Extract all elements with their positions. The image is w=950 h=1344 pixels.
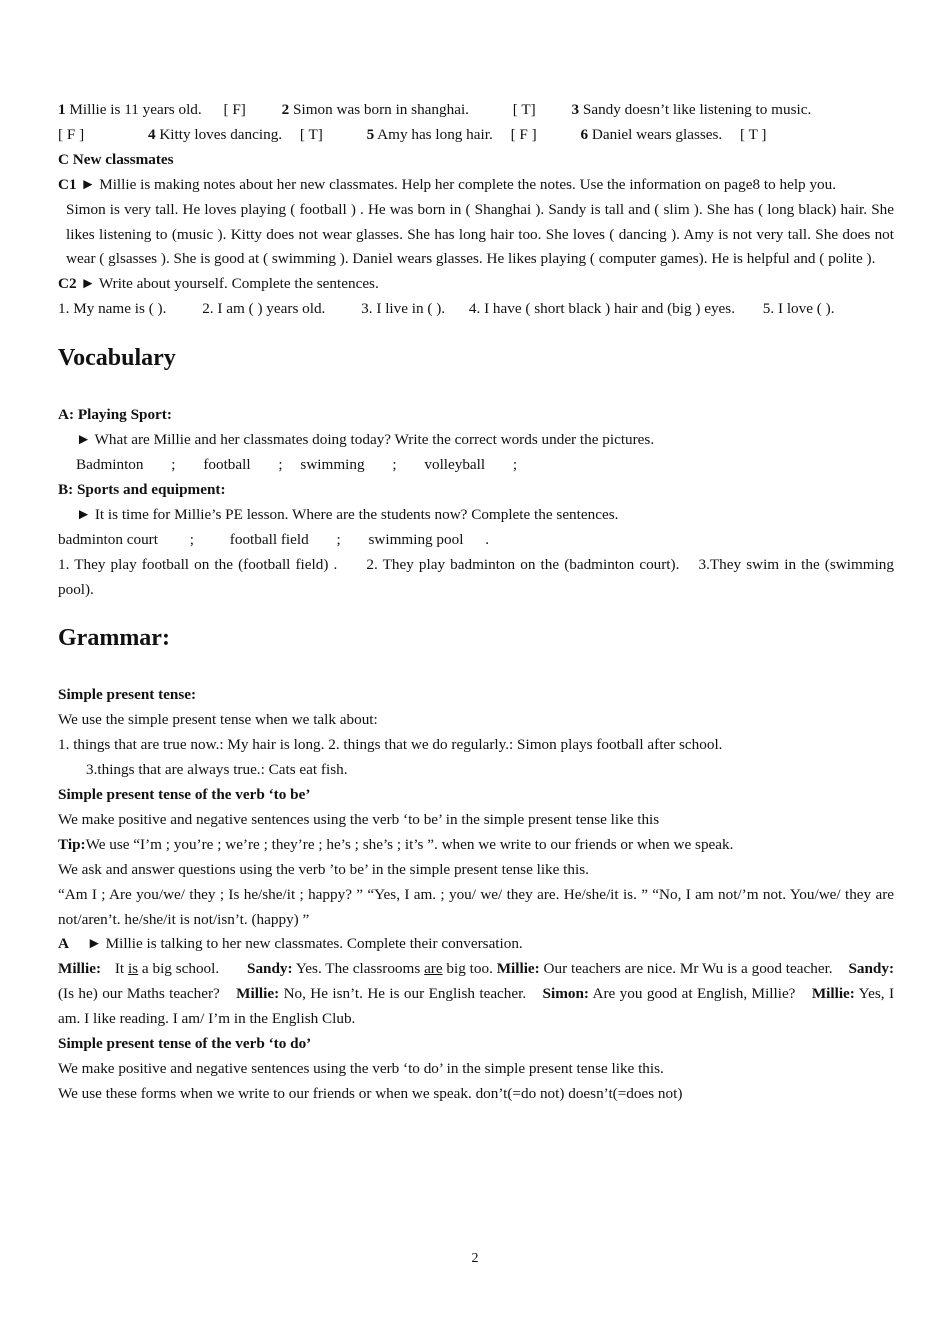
c2-item-5: 5. I love ( ).: [762, 300, 835, 318]
c2-sentences: [58, 297, 894, 322]
line-3: Our teachers are nice. Mr Wu is a good teacher.: [543, 960, 833, 978]
section-c-title: C New classmates: [58, 150, 174, 168]
conversation: [58, 957, 894, 1032]
tf-num-2: 2: [281, 101, 290, 118]
speaker-millie: Millie:: [58, 960, 102, 978]
vocab-b-sentence-1: 1. They play football on the (football field) .: [58, 555, 338, 573]
tf-statement-2: Simon was born in shanghai.: [293, 101, 469, 118]
word-swimming-pool: swimming pool: [368, 530, 464, 548]
line-2-post: big too.: [442, 960, 493, 978]
word-volleyball: volleyball: [424, 455, 486, 473]
tf-answer-1: [ F]: [223, 101, 246, 118]
c1-label: C1: [58, 175, 77, 193]
c2-item-2: 2. I am ( ) years old.: [202, 300, 326, 318]
grammar-a-instruction-text: ► Millie is talking to her new classmates. Complete their conversation.: [86, 935, 523, 953]
line-6: Are you good at English, Millie?: [592, 985, 796, 1003]
c2-item-4: 4. I have ( short black ) hair and (big ) eyes.: [468, 300, 735, 318]
speaker-millie: Millie:: [811, 985, 855, 1003]
tf-answer-4: [ T]: [299, 125, 323, 143]
word-badminton: Badminton: [76, 455, 144, 473]
speaker-millie: Millie:: [236, 985, 280, 1003]
spt-title: Simple present tense:: [58, 686, 197, 704]
grammar-a-instruction: [58, 932, 894, 957]
todo-paragraph-2: We use these forms when we write to our friends or when we speak. don’t(=do not) doesn’t(=does not): [58, 1084, 683, 1102]
tf-num-1: 1: [58, 101, 66, 118]
vocabulary-heading: Vocabulary: [58, 345, 176, 372]
tf-answer-2: [ T]: [512, 101, 536, 118]
grammar-a-label: A: [58, 935, 69, 953]
separator: ;: [278, 455, 283, 473]
todo-title: Simple present tense of the verb ‘to do’: [58, 1035, 312, 1053]
spt-intro: We use the simple present tense when we talk about:: [58, 711, 378, 729]
tobe-paragraph-1: We make positive and negative sentences using the verb ‘to be’ in the simple present tense like this: [58, 810, 660, 828]
vocab-a-instruction: ► What are Millie and her classmates doing today? Write the correct words under the pictures.: [76, 431, 655, 449]
tf-num-5: 5: [366, 125, 375, 143]
separator: ;: [189, 530, 194, 548]
answer-is: is: [127, 960, 139, 978]
page-number: 2: [471, 1251, 479, 1266]
tf-num-6: 6: [580, 125, 589, 143]
spt-item-1: 1. things that are true now.: My hair is long. 2. things that we do regularly.: Simon plays football after school.: [58, 736, 723, 754]
c2-item-1: 1. My name is ( ).: [58, 300, 167, 318]
tf-line-2: [58, 123, 894, 148]
period: .: [485, 530, 490, 548]
tf-statement-6: Daniel wears glasses.: [591, 125, 723, 143]
vocab-a-title: A: Playing Sport:: [58, 406, 172, 424]
vocab-b-title: B: Sports and equipment:: [58, 480, 226, 498]
word-football: football: [203, 455, 251, 473]
tf-statement-3: Sandy doesn’t like listening to music.: [582, 101, 812, 118]
c2-label: C2: [58, 275, 77, 293]
vocab-b-sentence-3: 3.They swim in the (swimming pool).: [58, 555, 894, 598]
separator: ;: [392, 455, 397, 473]
tobe-paragraph-2: We ask and answer questions using the verb ’to be’ in the simple present tense like this.: [58, 860, 589, 878]
tf-answer-6: [ T ]: [740, 125, 767, 143]
separator: ;: [512, 455, 518, 473]
todo-paragraph-1: We make positive and negative sentences using the verb ‘to do’ in the simple present tense like this.: [58, 1060, 664, 1077]
tf-line-1: [58, 98, 894, 123]
speaker-millie: Millie:: [496, 960, 540, 978]
tf-num-3: 3: [571, 101, 580, 118]
tf-statement-1: Millie is 11 years old.: [69, 101, 202, 118]
tobe-examples: “Am I ; Are you/we/ they ; Is he/she/it ; happy? ” “Yes, I am. ; you/ we/ they are. He/she/it is. ” “No, I am not/’m not. You/we/ they are not/aren’t. he/she/it is not/isn’t. (happy) ”: [58, 885, 894, 928]
vocab-b-instruction: ► It is time for Millie’s PE lesson. Where are the students now? Complete the sentences.: [76, 505, 619, 523]
tf-statement-4: Kitty loves dancing.: [159, 125, 283, 143]
c2-item-3: 3. I live in ( ).: [361, 300, 446, 318]
tf-num-4: 4: [147, 125, 156, 143]
speaker-sandy: Sandy:: [247, 960, 293, 978]
c2-instruction: [58, 272, 894, 297]
word-badminton-court: badminton court: [58, 530, 158, 548]
grammar-heading: Grammar:: [58, 625, 170, 652]
speaker-sandy: Sandy:: [848, 960, 895, 978]
line-1-post: a big school.: [138, 960, 220, 978]
tip-line: [58, 833, 894, 858]
c1-instruction-text: ► Millie is making notes about her new classmates. Help her complete the notes. Use the information on page8 to help you.: [80, 175, 837, 193]
c2-instruction-text: ► Write about yourself. Complete the sentences.: [80, 275, 379, 293]
word-football-field: football field: [229, 530, 309, 548]
c1-notes: Simon is very tall. He loves playing ( football ) . He was born in ( Shanghai ). Sandy is tall and ( slim ). She has ( long black) hair. She likes listening to (music ). Kitty does not wear glasses. She has long hair too. She loves ( dancing ). Amy is not very tall. She does not wear ( glsasses ). She is good at ( swimming ). Daniel wears glasses. He likes playing ( computer games). He is helpful and ( polite ).: [66, 200, 894, 268]
vocab-b-sentences: [58, 553, 894, 603]
line-7: Yes, I am. I like reading. I am/ I’m in the English Club.: [58, 985, 895, 1028]
line-5: No, He isn’t. He is our English teacher.: [283, 985, 527, 1003]
separator: ;: [171, 455, 176, 473]
tip-text: We use “I’m ; you’re ; we’re ; they’re ; he’s ; she’s ; it’s ”. when we write to our friends or when we speak.: [85, 835, 734, 853]
line-1-pre: It: [114, 960, 128, 978]
vocab-a-words: [58, 453, 894, 478]
tf-answer-3: [ F ]: [58, 125, 85, 143]
vocab-b-words: [58, 528, 894, 553]
tip-label: Tip:: [58, 835, 86, 853]
spt-item-1-cont: 3.things that are always true.: Cats eat fish.: [86, 761, 348, 779]
tf-statement-5: Amy has long hair.: [377, 125, 493, 143]
document-page: [58, 98, 894, 1107]
speaker-simon: Simon:: [542, 985, 589, 1003]
c1-instruction: [58, 173, 894, 198]
tobe-title: Simple present tense of the verb ‘to be’: [58, 786, 311, 804]
answer-are: are: [424, 960, 443, 978]
line-4: (Is he) our Maths teacher?: [58, 985, 220, 1003]
separator: ;: [336, 530, 341, 548]
vocab-b-sentence-2: 2. They play badminton on the (badminton court).: [366, 555, 680, 573]
word-swimming: swimming: [300, 455, 365, 473]
line-2-pre: Yes. The classrooms: [295, 960, 425, 978]
tf-answer-5: [ F ]: [510, 125, 537, 143]
